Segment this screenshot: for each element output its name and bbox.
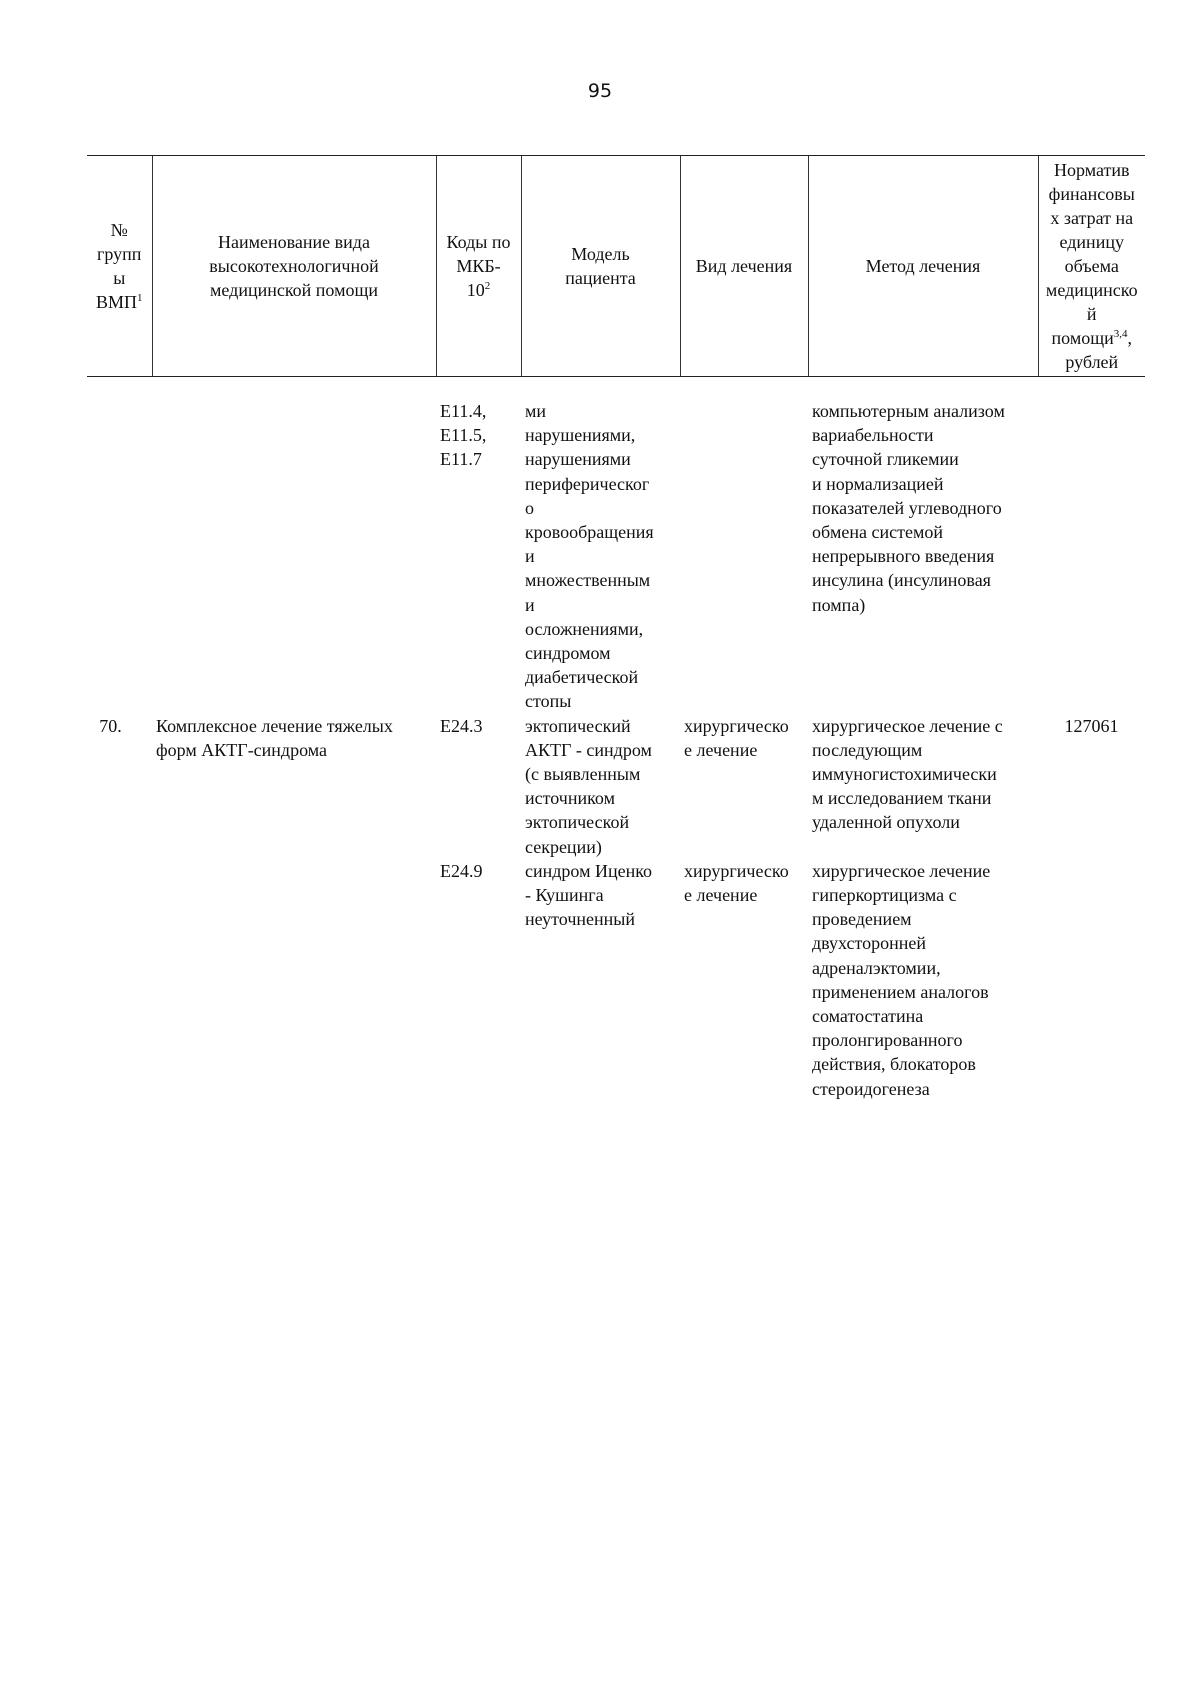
header-icd-codes: Коды по МКБ- $10^2$ [436,156,521,377]
table-body [87,377,1145,1101]
row-care-type-name [152,399,436,714]
row-patient-model: синдром Иценко - Кушинга неуточненный [525,860,653,930]
table-row [87,399,1145,714]
row-care-type-name [152,859,436,1101]
header-treatment-method: Метод лечения [808,156,1038,377]
row-treatment-type [680,399,808,714]
header-patient-model: Модель пациента [521,156,680,377]
row-cost-norm: 127061 [1064,715,1119,736]
medical-care-table [87,155,1145,1101]
table-row [87,714,1145,859]
row-group-number: 70. [99,715,122,736]
row-group-number [87,859,152,1101]
row-treatment-type: хирургическо е лечение [684,860,789,906]
table-row [87,859,1145,1101]
header-treatment-type: Вид лечения [680,156,808,377]
row-icd-codes: E11.4, E11.5, E11.7 [440,401,487,470]
header-group-number: № групп ы ВМП$^1$ [87,156,152,377]
row-patient-model: эктопический АКТГ - синдром (с выявленным источником эктопической секреции) [525,715,652,857]
row-icd-codes: E24.3 [440,715,483,736]
row-treatment-method: компьютерным анализом вариабельности суточной гликемии и нормализацией показателей углеводного обмена системой непрерывного введения инсулина (инсулиновая помпа) [812,401,1005,615]
row-cost-norm [1038,859,1145,1101]
row-patient-model: ми нарушениями, нарушениями периферическог о кровообращения и множественным и осложнениями, синдромом диабетической стопы [525,401,654,712]
row-treatment-type: хирургическо е лечение [684,715,789,760]
header-care-type-name: Наименование вида высокотехнологичной медицинской помощи [152,156,436,377]
row-treatment-method: хирургическое лечение гиперкортицизма с проведением двухсторонней адреналэктомии, применением аналогов соматостатина пролонгированного действия, блокаторов стероидогенеза [812,860,991,1099]
row-cost-norm [1038,399,1145,714]
row-treatment-method: хирургическое лечение с последующим иммуногистохимически м исследованием ткани удаленной опухоли [812,715,1003,833]
header-cost-norm: Норматив финансовы х затрат на единицу объема медицинско й помощи$^{3,4}$, рублей [1038,156,1145,377]
row-group-number [87,399,152,714]
row-icd-codes: E24.9 [440,860,483,881]
row-care-type-name: Комплексное лечение тяжелых форм АКТГ-синдрома [156,715,393,760]
page-number: 95 [587,80,613,102]
table-header [87,156,1145,377]
